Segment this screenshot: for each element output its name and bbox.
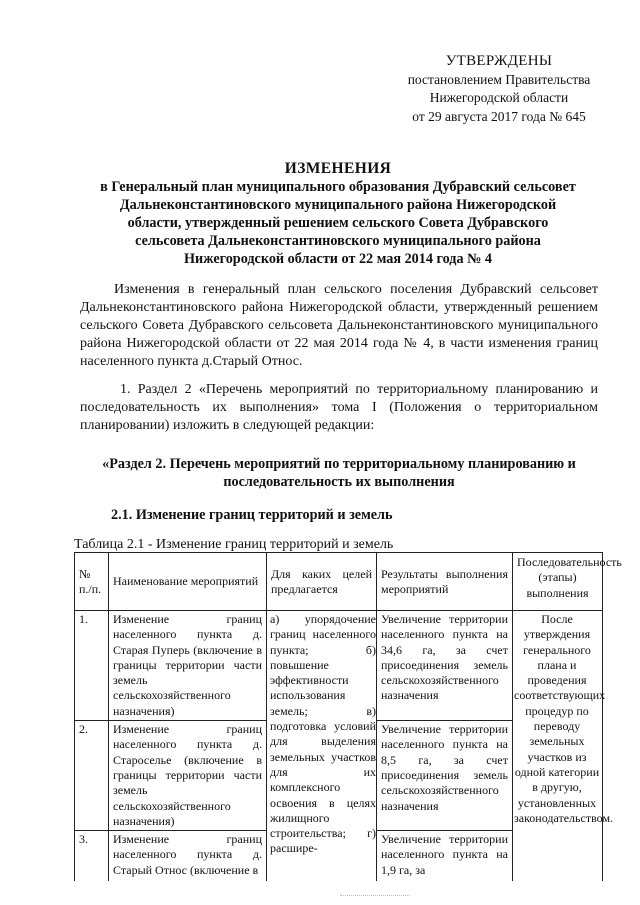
approval-heading: УТВЕРЖДЕНЫ (445, 53, 553, 69)
item-1-paragraph: 1. Раздел 2 «Перечень мероприятий по территориальному планированию и последовательность их выполнения» тома I (Положения о территориальном планировании) изложить в следующей редакции: (80, 382, 598, 433)
stages-merged-text: После утверждения генерального плана и проведения соответствующих процедур по переводу земельных участков из одной категории в другую, установленных законодательством. (514, 612, 614, 825)
row-2-num: 2. (75, 721, 109, 831)
row-3-result: Увеличение территории населенного пункта на 1,9 га, за (377, 831, 513, 881)
header-goals: Для каких целей предлагается (267, 553, 377, 611)
row-1-num: 1. (75, 611, 109, 721)
section-title-line-1: «Раздел 2. Перечень мероприятий по территориальному планированию и (102, 456, 576, 472)
row-3-num: 3. (75, 831, 109, 881)
section-title-line-2: последовательность их выполнения (223, 474, 455, 490)
row-2-name: Изменение границ населенного пункта д. Староселье (включение в границы территории части земель сельскохозяйственного назначения) (109, 721, 267, 831)
header-name: Наименование мероприятий (109, 553, 267, 611)
approval-line-2: Нижегородской области (429, 90, 569, 105)
title-main: ИЗМЕНЕНИЯ (284, 160, 392, 177)
page-edge-mark (340, 895, 410, 899)
intro-paragraph: Изменения в генеральный план сельского поселения Дубравский сельсовет Дальнеконстантиновского района Нижегородской области, утвержденный решением сельского Совета Дубравского сельсовета Дальнеконстантиновского муниципального района Нижегородской области от 22 мая 2014 года № 4, в части изменения границ населенного пункта д.Старый Относ. (80, 282, 598, 369)
approval-line-1: постановлением Правительства (407, 71, 591, 87)
title-line-2: Дальнеконстантиновского муниципального района Нижегородской (119, 197, 557, 213)
row-1-result: Увеличение территории населенного пункта на 34,6 га, за счет присоединения земель сельскохозяйственного назначения (377, 611, 513, 721)
table-header-row (75, 553, 603, 611)
document-title (68, 160, 608, 268)
header-results: Результаты выполнения мероприятий (377, 553, 513, 611)
approval-block (384, 52, 614, 126)
goals-merged-text: а) упорядочение границ населенного пункта; б) повышение эффективности использования земель; в) подготовка условий для выделения земельных участков для их комплексного освоения в целях жилищного строительства; г) расшире- (270, 612, 376, 856)
title-line-5: Нижегородской области от 22 мая 2014 года № 4 (184, 251, 492, 267)
title-line-3: области, утвержденный решением сельского Совета Дубравского (127, 215, 549, 231)
subsection-title: 2.1. Изменение границ территорий и земель (111, 507, 393, 523)
approval-line-3: от 29 августа 2017 года № 645 (412, 108, 586, 124)
title-line-1: в Генеральный план муниципального образования Дубравский сельсовет (100, 179, 576, 195)
section-title (80, 455, 598, 491)
row-2-result: Увеличение территории населенного пункта на 8,5 га, за счет присоединения земель сельскохозяйственного назначения (377, 721, 513, 831)
row-1-name: Изменение границ населенного пункта д. Старая Пуперь (включение в границы территории части земель сельскохозяйственного назначения) (109, 611, 267, 721)
title-line-4: сельсовета Дальнеконстантиновского муниципального района (135, 233, 541, 249)
header-num: № п./п. (75, 553, 109, 611)
table-caption: Таблица 2.1 - Изменение границ территорий и земель (74, 537, 394, 552)
header-stages: Последовательность (этапы) выполнения (513, 553, 603, 611)
row-3-name: Изменение границ населенного пункта д. Старый Относ (включение в (109, 831, 267, 881)
